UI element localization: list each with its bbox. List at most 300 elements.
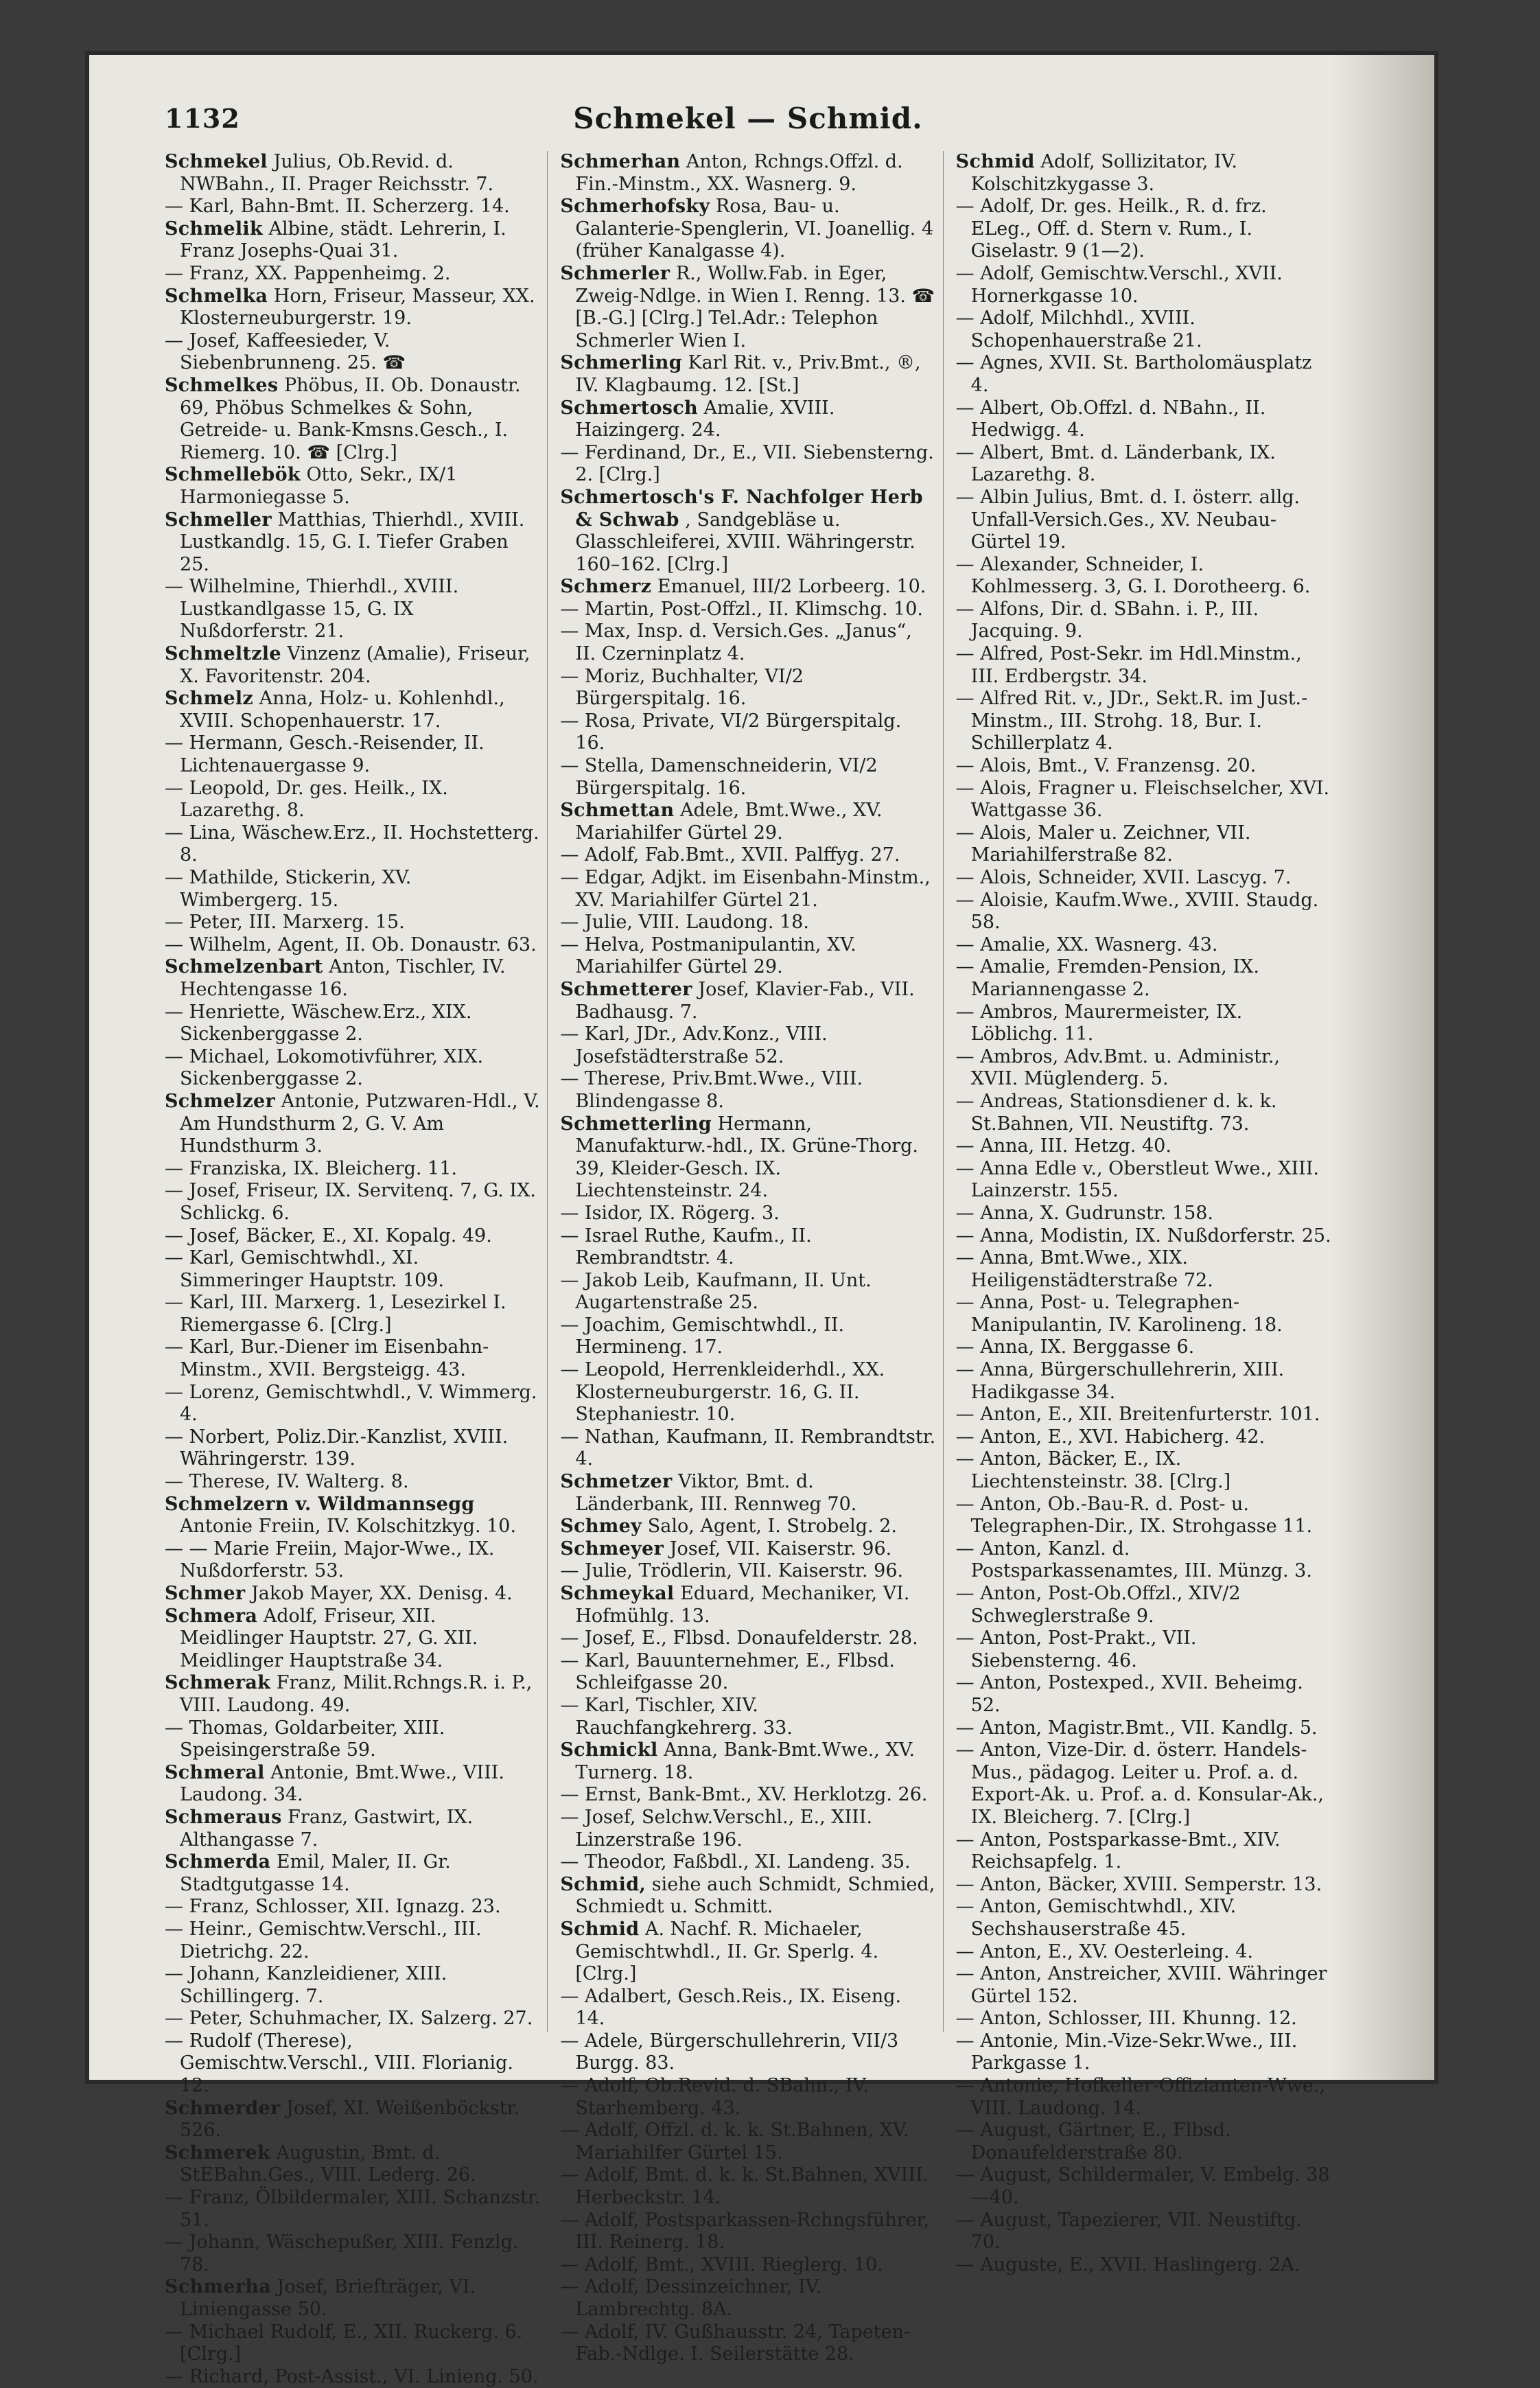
entry-text: — Anna, Post- u. Telegraphen-Manipulantin, IV. Karolineng. 18.	[955, 1292, 1283, 1336]
page-number: 1132	[165, 103, 240, 134]
directory-entry	[165, 1896, 540, 1918]
directory-entry	[560, 1874, 935, 1918]
directory-entry	[560, 1650, 935, 1695]
directory-entry	[560, 1695, 935, 1739]
entry-text: — August, Tapezierer, VII. Neustiftg. 70.	[955, 2209, 1302, 2253]
directory-entry	[560, 1739, 935, 1784]
directory-entry	[956, 2075, 1331, 2120]
entry-text: — Max, Insp. d. Versich.Ges. „Janus“, II. Czerninplatz 4.	[560, 621, 912, 665]
directory-entry	[956, 2254, 1331, 2277]
entry-text: — Adolf, Offzl. d. k. k. St.Bahnen, XV. Mariahilfer Gürtel 15.	[560, 2120, 909, 2164]
directory-entry	[165, 218, 540, 263]
directory-entry	[560, 352, 935, 397]
directory-entry	[560, 979, 935, 1023]
entry-text: — Karl, Gemischtwhdl., XI. Simmeringer Hauptstr. 109.	[165, 1247, 445, 1291]
directory-entry	[560, 1627, 935, 1650]
entry-text: — Michael Rudolf, E., XII. Ruckerg. 6. [Clrg.]	[165, 2321, 523, 2365]
directory-entry	[560, 2276, 935, 2321]
directory-entry	[956, 196, 1331, 263]
entry-text: — Auguste, E., XVII. Haslingerg. 2A.	[955, 2253, 1300, 2275]
entry-text: — Johann, Wäschepußer, XIII. Fenzlg. 78.	[165, 2231, 519, 2275]
directory-entry	[165, 1605, 540, 1673]
directory-entry	[560, 1516, 935, 1538]
entry-text: — Adele, Bürgerschullehrerin, VII/3 Burgg. 83.	[560, 2030, 899, 2074]
directory-entry	[956, 867, 1331, 890]
directory-entry	[956, 1225, 1331, 1248]
directory-entry	[165, 867, 540, 912]
directory-entry	[956, 688, 1331, 755]
directory-entry	[956, 778, 1331, 822]
entry-text: Josef, XI. Weißenböckstr. 526.	[180, 2097, 520, 2142]
directory-entry	[165, 375, 540, 464]
directory-entry	[165, 330, 540, 375]
entry-text: — Josef, Selchw.Verschl., E., XIII. Linzerstraße 196.	[560, 1806, 873, 1851]
entry-text: — Lorenz, Gemischtwhdl., V. Wimmerg. 4.	[165, 1381, 537, 1426]
entry-text: — Moriz, Buchhalter, VI/2 Bürgerspitalg. 16.	[560, 665, 804, 710]
directory-entry	[165, 1292, 540, 1336]
entry-text: — Norbert, Poliz.Dir.-Kanzlist, XVIII. Währingerstr. 139.	[165, 1426, 509, 1470]
entry-text: — Nathan, Kaufmann, II. Rembrandtstr. 4.	[560, 1426, 936, 1470]
entry-surname: Schmelkes	[165, 374, 279, 396]
entry-surname: Schmelzenbart	[165, 956, 323, 978]
entry-text: — August, Gärtner, E., Flbsd. Donaufelderstraße 80.	[955, 2120, 1231, 2164]
directory-entry	[956, 2030, 1331, 2075]
directory-entry	[560, 442, 935, 487]
directory-entry	[956, 1091, 1331, 1135]
entry-text: — Antonie, Min.-Vize-Sekr.Wwe., III. Parkgasse 1.	[955, 2030, 1298, 2074]
directory-entry	[956, 2120, 1331, 2164]
entry-text: Hermann, Manufakturw.-hdl., IX. Grüne-Thorg. 39, Kleider-Gesch. IX. Liechtensteinstr. 24.	[575, 1113, 918, 1202]
entry-text: — Therese, Priv.Bmt.Wwe., VIII. Blindengasse 8.	[560, 1068, 863, 1112]
entry-text: — Henriette, Wäschew.Erz., XIX. Sickenberggasse 2.	[165, 1001, 472, 1045]
entry-text: — Alfred, Post-Sekr. im Hdl.Minstm., III. Erdbergstr. 34.	[955, 643, 1302, 687]
directory-entry	[165, 2366, 540, 2388]
entry-text: Phöbus, II. Ob. Donaustr. 69, Phöbus Schmelkes & Sohn, Getreide- u. Bank-Kmsns.Gesch., I. Riemerg. 10. ☎ [Clrg.]	[180, 374, 521, 463]
directory-entry	[560, 1583, 935, 1627]
entry-text: — Alois, Bmt., V. Franzensg. 20.	[955, 755, 1257, 777]
directory-entry	[165, 956, 540, 1001]
directory-entry	[560, 487, 935, 576]
entry-surname: Schmerz	[560, 576, 652, 598]
directory-entry	[560, 934, 935, 979]
entry-surname: Schmetzer	[560, 1471, 673, 1493]
entry-text: — Rosa, Private, VI/2 Bürgerspitalg. 16.	[560, 710, 902, 754]
entry-surname: Schmekel	[165, 151, 268, 172]
entry-text: A. Nachf. R. Michaeler, Gemischtwhdl., II. Gr. Sperlg. 4. [Clrg.]	[575, 1918, 879, 1985]
directory-entry	[165, 1672, 540, 1717]
entry-surname: Schmelik	[165, 218, 263, 240]
directory-entry	[165, 1762, 540, 1807]
entry-text: Josef, VII. Kaiserstr. 96.	[669, 1538, 892, 1560]
directory-entry	[560, 397, 935, 442]
directory-entry	[560, 1807, 935, 1851]
directory-entry	[956, 1494, 1331, 1538]
entry-text: — Karl, Tischler, XIV. Rauchfangkehrerg. 33.	[560, 1694, 793, 1739]
entry-text: Antonie, Bmt.Wwe., VIII. Laudong. 34.	[180, 1761, 505, 1806]
directory-entry	[165, 1471, 540, 1494]
directory-entry	[165, 576, 540, 643]
entry-text: — Jakob Leib, Kaufmann, II. Unt. Augartenstraße 25.	[560, 1269, 872, 1314]
directory-entry	[165, 1001, 540, 1046]
entry-text: Rosa, Bau- u. Galanterie-Spenglerin, VI. Joanellig. 4 (früher Kanalgasse 4).	[575, 196, 934, 262]
directory-entry	[560, 2075, 935, 2120]
entry-text: — Richard, Post-Assist., VI. Linieng. 50.	[165, 2365, 539, 2387]
directory-entry	[560, 1918, 935, 1986]
directory-entry	[956, 1448, 1331, 1493]
entry-text: — Josef, Bäcker, E., XI. Kopalg. 49.	[165, 1225, 492, 1247]
entry-text: — Julie, Trödlerin, VII. Kaiserstr. 96.	[560, 1560, 904, 1582]
entry-text: — Ferdinand, Dr., E., VII. Siebensterng. 2. [Clrg.]	[560, 441, 934, 486]
entry-text: — Anton, Kanzl. d. Postsparkassenamtes, III. Münzg. 3.	[955, 1538, 1312, 1582]
entry-text: Augustin, Bmt. d. StEBahn.Ges., VIII. Lederg. 26.	[180, 2142, 476, 2186]
directory-entry	[165, 643, 540, 688]
directory-entry	[165, 196, 540, 218]
directory-entry	[956, 1426, 1331, 1449]
directory-entry	[956, 643, 1331, 688]
directory-entry	[165, 822, 540, 867]
entry-text: — Wilhelmine, Thierhdl., XVIII. Lustkandlgasse 15, G. IX Nußdorferstr. 21.	[165, 576, 459, 642]
entry-surname: Schmeltzle	[165, 643, 281, 665]
running-head: Schmekel — Schmid.	[573, 102, 923, 135]
directory-entry	[165, 1851, 540, 1896]
directory-entry	[956, 2210, 1331, 2254]
directory-entry	[165, 1158, 540, 1181]
entry-text: — Martin, Post-Offzl., II. Klimschg. 10.	[560, 598, 923, 620]
column-3	[955, 151, 1331, 2275]
entry-text: Anna, Holz- u. Kohlenhdl., XVIII. Schopenhauerstr. 17.	[180, 688, 505, 732]
entry-text: — Amalie, Fremden-Pension, IX. Mariannengasse 2.	[955, 956, 1259, 1000]
directory-entry	[560, 1023, 935, 1068]
entry-text: — Adolf, Dessinzeichner, IV. Lambrechtg. 8A.	[560, 2276, 821, 2320]
directory-page	[89, 55, 1434, 2387]
directory-entry	[560, 1560, 935, 1583]
entry-text: Anton, Tischler, IV. Hechtengasse 16.	[180, 956, 506, 1000]
directory-entry	[956, 934, 1331, 957]
entry-text: — Anna Edle v., Oberstleut Wwe., XIII. Lainzerstr. 155.	[955, 1157, 1320, 1202]
directory-entry	[165, 2142, 540, 2187]
entry-surname: Schmelzern v. Wildmannsegg	[165, 1493, 475, 1515]
directory-entry	[165, 1807, 540, 1851]
entry-text: — Alfons, Dir. d. SBahn. i. P., III. Jacquing. 9.	[955, 598, 1259, 642]
directory-entry	[956, 1292, 1331, 1336]
entry-text: Anton, Rchngs.Offzl. d. Fin.-Minstm., XX. Wasnerg. 9.	[575, 151, 903, 195]
directory-entry	[165, 688, 540, 732]
entry-text: Emanuel, III/2 Lorbeerg. 10.	[657, 576, 926, 598]
directory-entry	[956, 1158, 1331, 1203]
directory-entry	[165, 286, 540, 330]
entry-text: Karl Rit. v., Priv.Bmt., ®, IV. Klagbaumg. 12. [St.]	[575, 352, 921, 396]
directory-entry	[956, 442, 1331, 487]
entry-text: — Adolf, Gemischtw.Verschl., XVII. Hornerkgasse 10.	[955, 262, 1283, 307]
entry-text: — Anton, E., XV. Oesterleing. 4.	[955, 1940, 1253, 1962]
entry-text: — Anna, Bürgerschullehrerin, XIII. Hadikgasse 34.	[955, 1359, 1285, 1403]
entry-text: — Anton, Postexped., XVII. Beheimg. 52.	[955, 1672, 1303, 1716]
entry-surname: Schmera	[165, 1605, 258, 1627]
directory-entry	[956, 1672, 1331, 1717]
entry-text: — Anton, Magistr.Bmt., VII. Kandlg. 5.	[955, 1717, 1318, 1739]
directory-entry	[956, 1739, 1331, 1829]
entry-text: — Michael, Lokomotivführer, XIX. Sickenberggasse 2.	[165, 1045, 484, 1090]
entry-text: — Adalbert, Gesch.Reis., IX. Eiseng. 14.	[560, 1985, 902, 2030]
directory-entry	[560, 2321, 935, 2366]
entry-text: — Peter, Schuhmacher, IX. Salzerg. 27.	[165, 2008, 533, 2030]
directory-entry	[560, 1203, 935, 1225]
entry-text: — Alois, Fragner u. Fleischselcher, XVI. Wattgasse 36.	[955, 777, 1330, 822]
directory-entry	[560, 755, 935, 800]
entry-surname: Schmid	[955, 151, 1035, 172]
entry-text: — Alfred Rit. v., JDr., Sekt.R. im Just.-Minstm., III. Strohg. 18, Bur. I. Schillerplatz 4.	[955, 688, 1308, 754]
directory-entry	[956, 1001, 1331, 1046]
directory-entry	[956, 554, 1331, 599]
entry-text: — Theodor, Faßbdl., XI. Landeng. 35.	[560, 1851, 911, 1873]
column-1	[165, 151, 548, 2387]
directory-entry	[956, 1336, 1331, 1359]
entry-text: Albine, städt. Lehrerin, I. Franz Josephs-Quai 31.	[180, 218, 506, 262]
entry-text: — Johann, Kanzleidiener, XIII. Schillingerg. 7.	[165, 1963, 447, 2007]
directory-entry	[560, 599, 935, 621]
entry-text: — Albert, Ob.Offzl. d. NBahn., II. Hedwigg. 4.	[955, 397, 1266, 441]
entry-surname: Schmeyer	[560, 1538, 664, 1560]
entry-text: — Karl, Bur.-Diener im Eisenbahn-Minstm., XVII. Bergsteigg. 43.	[165, 1336, 489, 1381]
entry-text: — Andreas, Stationsdiener d. k. k. St.Bahnen, VII. Neustiftg. 73.	[955, 1090, 1277, 1135]
entry-text: Matthias, Thierhdl., XVIII. Lustkandlg. 15, G. I. Tiefer Graben 25.	[180, 509, 525, 575]
directory-entry	[560, 2030, 935, 2075]
directory-entry	[560, 666, 935, 710]
directory-entry	[956, 1627, 1331, 1672]
entry-surname: Schmelzer	[165, 1090, 276, 1112]
entry-text: — Anton, Vize-Dir. d. österr. Handels-Mus., pädagog. Leiter u. Prof. a. d. Export-Ak. u. Prof. a. d. Konsular-Ak., IX. Bleicherg. 7. [Clrg.]	[955, 1739, 1324, 1828]
page-header	[165, 96, 1331, 151]
entry-text: Salo, Agent, I. Strobelg. 2.	[647, 1516, 897, 1538]
directory-entry	[560, 867, 935, 912]
entry-text: , Sandgebläse u. Glasschleiferei, XVIII. Währingerstr. 160–162. [Clrg.]	[575, 509, 915, 575]
entry-text: — Anton, E., XVI. Habicherg. 42.	[955, 1426, 1265, 1448]
entry-text: — Albin Julius, Bmt. d. I. österr. allg. Unfall-Versich.Ges., XV. Neubau-Gürtel 19.	[955, 486, 1300, 553]
directory-entry	[560, 1113, 935, 1203]
directory-entry	[560, 621, 935, 665]
entry-surname: Schmetterer	[560, 978, 692, 1000]
entry-text: — Franz, XX. Pappenheimg. 2.	[165, 262, 451, 284]
entry-text: — Julie, VIII. Laudong. 18.	[560, 912, 809, 934]
directory-entry	[560, 2254, 935, 2277]
directory-entry	[956, 1874, 1331, 1897]
directory-entry	[560, 1986, 935, 2030]
directory-entry	[560, 1359, 935, 1426]
entry-text: — Josef, E., Flbsd. Donaufelderstr. 28.	[560, 1627, 918, 1649]
entry-text: — Anton, Gemischtwhdl., XIV. Sechshauserstraße 45.	[955, 1896, 1237, 1940]
directory-entry	[165, 732, 540, 777]
directory-entry	[956, 1046, 1331, 1091]
entry-surname: Schmelka	[165, 285, 268, 307]
entry-surname: Schmerha	[165, 2276, 272, 2298]
entry-text: Josef, Klavier-Fab., VII. Badhausg. 7.	[575, 978, 915, 1023]
entry-text: — Adolf, Ob.Revid. d. SBahn., IV. Starhemberg. 43.	[560, 2075, 869, 2119]
entry-text: — Helva, Postmanipulantin, XV. Mariahilfer Gürtel 29.	[560, 934, 856, 978]
entry-surname: Schmeykal	[560, 1583, 675, 1604]
directory-entry	[165, 778, 540, 822]
column-2	[560, 151, 943, 2365]
directory-entry	[165, 1091, 540, 1158]
entry-text: — Anton, Ob.-Bau-R. d. Post- u. Telegraphen-Dir., IX. Strohgasse 11.	[955, 1493, 1313, 1538]
entry-text: Adolf, Friseur, XII. Meidlinger Hauptstr. 27, G. XII. Meidlinger Hauptstraße 34.	[180, 1605, 478, 1671]
directory-entry	[165, 1583, 540, 1605]
entry-text: — Mathilde, Stickerin, XV. Wimbergerg. 15.	[165, 867, 412, 911]
entry-text: — Anton, Anstreicher, XVIII. Währinger Gürtel 152.	[955, 1963, 1327, 2007]
entry-text: — Isidor, IX. Rögerg. 3.	[560, 1202, 780, 1224]
entry-text: Eduard, Mechaniker, VI. Hofmühlg. 13.	[575, 1583, 910, 1627]
directory-entry	[560, 2210, 935, 2254]
entry-text: — Albert, Bmt. d. Länderbank, IX. Lazarethg. 8.	[955, 441, 1276, 486]
entry-surname: Schmerling	[560, 352, 682, 374]
directory-entry	[956, 397, 1331, 442]
entry-surname: Schmerda	[165, 1851, 271, 1873]
directory-entry	[560, 196, 935, 263]
entry-text: — Joachim, Gemischtwhdl., II. Hermineng. 17.	[560, 1314, 845, 1358]
directory-entry	[165, 1046, 540, 1091]
directory-entry	[560, 576, 935, 599]
directory-entry	[956, 151, 1331, 196]
directory-entry	[956, 2164, 1331, 2209]
directory-entry	[956, 956, 1331, 1001]
entry-text: — Peter, III. Marxerg. 15.	[165, 912, 405, 934]
entry-text: Amalie, XVIII. Haizingerg. 24.	[575, 397, 835, 441]
entry-text: — Ambros, Adv.Bmt. u. Administr., XVII. Müglenderg. 5.	[955, 1045, 1281, 1090]
directory-entry	[165, 1225, 540, 1248]
directory-entry	[956, 1896, 1331, 1940]
directory-entry	[165, 2187, 540, 2231]
directory-entry	[560, 800, 935, 844]
directory-entry	[956, 1963, 1331, 2008]
entry-text: — Adolf, Bmt., XVIII. Rieglerg. 10.	[560, 2253, 883, 2275]
directory-entry	[956, 1717, 1331, 1740]
page-gutter-shadow	[1331, 55, 1434, 2080]
entry-text: — Adolf, IV. Gußhausstr. 24, Tapeten-Fab.-Ndlge. I. Seilerstätte 28.	[560, 2321, 911, 2365]
directory-entry	[956, 1203, 1331, 1225]
directory-entry	[956, 1404, 1331, 1426]
directory-entry	[165, 1180, 540, 1225]
entry-surname: Schmellebök	[165, 464, 301, 486]
directory-entry	[956, 487, 1331, 554]
directory-entry	[956, 1247, 1331, 1292]
entry-surname: Schmeral	[165, 1761, 265, 1783]
entry-text: — Franz, Ölbildermaler, XIII. Schanzstr. 51.	[165, 2187, 541, 2231]
entry-text: — Heinr., Gemischtw.Verschl., III. Dietrichg. 22.	[165, 1918, 482, 1962]
entry-text: Franz, Milit.Rchngs.R. i. P., VIII. Laudong. 49.	[180, 1672, 533, 1716]
entry-text: — Anna, Bmt.Wwe., XIX. Heiligenstädterstraße 72.	[955, 1247, 1213, 1291]
directory-entry	[165, 1538, 540, 1583]
directory-entry	[165, 509, 540, 577]
entry-text: — Ernst, Bank-Bmt., XV. Herklotzg. 26.	[560, 1784, 928, 1806]
entry-text: — Alexander, Schneider, I. Kohlmesserg. 3, G. I. Dorotheerg. 6.	[955, 553, 1311, 598]
entry-text: Jakob Mayer, XX. Denisg. 4.	[250, 1583, 513, 1604]
entry-surname: Schmickl	[560, 1739, 658, 1761]
directory-entry	[560, 1068, 935, 1113]
entry-text: — Anton, Post-Prakt., VII. Siebensterng. 46.	[955, 1627, 1197, 1671]
entry-text: Viktor, Bmt. d. Länderbank, III. Rennweg 70.	[575, 1471, 857, 1515]
directory-entry	[560, 2164, 935, 2209]
directory-entry	[165, 1717, 540, 1762]
directory-entry	[165, 1918, 540, 1963]
entry-text: — Karl, III. Marxerg. 1, Lesezirkel I. Riemergasse 6. [Clrg.]	[165, 1292, 506, 1336]
entry-text: R., Wollw.Fab. in Eger, Zweig-Ndlge. in Wien I. Renng. 13. ☎ [B.-G.] [Clrg.] Tel.Adr.: Telephon Schmerler Wien I.	[575, 262, 935, 351]
directory-entry	[165, 1247, 540, 1292]
directory-entry	[956, 599, 1331, 643]
directory-entry	[956, 1941, 1331, 1964]
directory-entry	[165, 2276, 540, 2321]
directory-entry	[956, 890, 1331, 934]
directory-entry	[165, 1382, 540, 1426]
entry-text: — Anton, E., XII. Breitenfurterstr. 101.	[955, 1404, 1320, 1426]
entry-text: Vinzenz (Amalie), Friseur, X. Favoritenstr. 204.	[180, 643, 530, 687]
directory-entry	[165, 934, 540, 957]
entry-text: Adele, Bmt.Wwe., XV. Mariahilfer Gürtel 29.	[575, 800, 883, 844]
entry-text: — Leopold, Dr. ges. Heilk., IX. Lazarethg. 8.	[165, 777, 448, 822]
entry-surname: Schmelz	[165, 688, 254, 710]
entry-surname: Schmeraus	[165, 1806, 282, 1828]
directory-entry	[560, 151, 935, 196]
directory-entry	[165, 1963, 540, 2008]
entry-surname: Schmer	[165, 1583, 246, 1604]
entry-text: — Josef, Friseur, IX. Servitenq. 7, G. IX. Schlickg. 6.	[165, 1180, 536, 1224]
directory-entry	[956, 1538, 1331, 1583]
entry-text: — Amalie, XX. Wasnerg. 43.	[955, 934, 1218, 955]
entry-text: — Franziska, IX. Bleicherg. 11.	[165, 1157, 457, 1179]
entry-text: — Adolf, Dr. ges. Heilk., R. d. frz. ELeg., Off. d. Stern v. Rum., I. Giselastr. 9 (1—2).	[955, 196, 1267, 262]
entry-surname: Schmerhofsky	[560, 196, 710, 218]
entry-text: Otto, Sekr., IX/1 Harmoniegasse 5.	[180, 464, 458, 508]
entry-text: — Anna, Modistin, IX. Nußdorferstr. 25.	[955, 1225, 1331, 1247]
directory-entry	[560, 710, 935, 755]
entry-surname: Schmey	[560, 1516, 642, 1538]
entry-text: — — Marie Freiin, Major-Wwe., IX. Nußdorferstr. 53.	[165, 1538, 495, 1582]
directory-entry	[560, 1851, 935, 1874]
entry-surname: Schmettan	[560, 800, 675, 822]
entry-text: Josef, Briefträger, VI. Liniengasse 50.	[180, 2276, 476, 2320]
directory-entry	[560, 2120, 935, 2164]
entry-text: — Edgar, Adjkt. im Eisenbahn-Minstm., XV. Mariahilfer Gürtel 21.	[560, 867, 931, 911]
entry-text: — Agnes, XVII. St. Bartholomäusplatz 4.	[955, 352, 1312, 396]
directory-entry	[956, 822, 1331, 867]
directory-entry	[165, 1426, 540, 1471]
entry-text: Emil, Maler, II. Gr. Stadtgutgasse 14.	[180, 1851, 451, 1895]
directory-entry	[560, 1538, 935, 1561]
entry-surname: Schmerak	[165, 1672, 271, 1694]
directory-entry	[956, 1829, 1331, 1874]
directory-entry	[560, 912, 935, 934]
directory-entry	[165, 2008, 540, 2030]
directory-entry	[956, 2008, 1331, 2030]
entry-text: — Anton, Schlosser, III. Khunng. 12.	[955, 2008, 1297, 2030]
directory-entry	[956, 1359, 1331, 1404]
directory-entry	[165, 151, 540, 196]
entry-text: — Anton, Bäcker, E., IX. Liechtensteinstr. 38. [Clrg.]	[955, 1448, 1231, 1493]
entry-surname: Schmid,	[560, 1873, 646, 1895]
entry-text: — August, Schildermaler, V. Embelg. 38—40.	[955, 2164, 1330, 2209]
directory-entry	[956, 308, 1331, 352]
directory-entry	[165, 2321, 540, 2366]
entry-surname: Schmerler	[560, 262, 670, 284]
entry-text: — Hermann, Gesch.-Reisender, II. Lichtenauergasse 9.	[165, 732, 485, 777]
entry-text: — Israel Ruthe, Kaufm., II. Rembrandtstr. 4.	[560, 1225, 812, 1269]
entry-text: Antonie, Putzwaren-Hdl., V. Am Hundsthurm 2, G. V. Am Hundsthurm 3.	[180, 1090, 540, 1157]
entry-surname: Schmid	[560, 1918, 640, 1940]
entry-surname: Schmerder	[165, 2097, 281, 2119]
entry-text: Horn, Friseur, Masseur, XX. Klosterneuburgerstr. 19.	[180, 285, 535, 329]
directory-entry	[560, 844, 935, 867]
directory-entry	[165, 1336, 540, 1381]
entry-text: — Karl, Bahn-Bmt. II. Scherzerg. 14.	[165, 196, 510, 218]
entry-text: — Anton, Bäcker, XVIII. Semperstr. 13.	[955, 1873, 1322, 1895]
